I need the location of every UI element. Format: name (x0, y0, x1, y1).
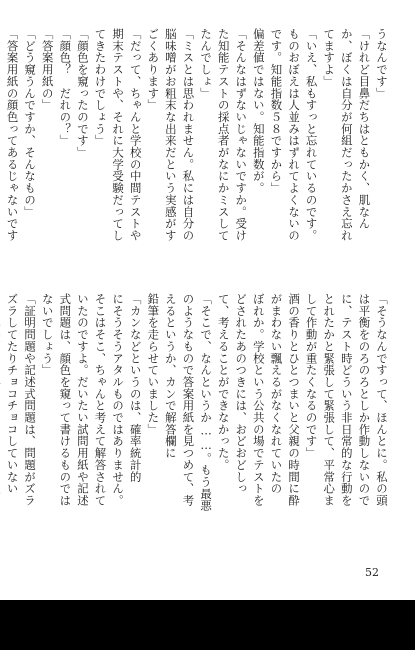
top-text-line (0, 28, 1, 256)
page-number: 52 (365, 566, 379, 579)
top-text-line: ものおぼえは人並みはずれてよくないの (287, 28, 302, 242)
top-text-line: てますよ」 (322, 28, 337, 88)
bottom-text-line: 「そうなんですって、ほんとに。私の頭 (375, 293, 389, 507)
top-text-line: 偏差値ではない。知能指数が。 (251, 28, 266, 194)
bottom-text-line: のようなもので答案用紙を見つめて、考 (181, 293, 196, 507)
bottom-text-line: は平衡をのろのろとしか作動しないので (357, 293, 372, 507)
top-text-line: 「けれど目鼻だちはともかく、肌なん (357, 28, 372, 230)
top-text-line: 脳味噌がお粗末な出来だという実感がす (163, 28, 178, 242)
bottom-text-line: とれたかと緊張して緊張して、平常心ま (322, 293, 337, 507)
bottom-text-line: がまわない飄えるがなくなれていたの (269, 293, 284, 495)
bottom-text-line: 式問題は、顔色を窺って書けるものでは (58, 293, 73, 507)
bottom-text-line: 「証明問題や記述式問題は、問題がズラ (23, 293, 38, 507)
bottom-text-line: ぼれか。学校という公共の場でテストを (251, 293, 266, 507)
top-text-line: ごくあります」 (146, 28, 161, 111)
top-text-line: 「どう窺うんですか、そんなもの」 (23, 28, 38, 218)
top-text-line: 「いえ、私もすっと忘れているのです。 (304, 28, 319, 242)
top-text-block (5, 28, 389, 256)
bottom-text-block (5, 293, 389, 521)
bottom-text-line: 「カンなどというのは、確率統計的 (128, 293, 143, 483)
top-text-line: か、ぼくは自分が何組だったかさえ忘れ (339, 28, 354, 242)
bottom-text-line: ないでしょう」 (40, 293, 55, 376)
bottom-text-line: いたのですよ。だいたい試問用紙や記述 (75, 293, 90, 507)
top-text-line: 「だって、ちゃんと学校の中間テストや (128, 28, 143, 242)
bottom-text-line: 「そこで、なんというか……。もう最悪 (199, 293, 214, 512)
bottom-text-line: て、考えることができなかった。 (216, 293, 231, 471)
top-text-line: たんでしょ」 (199, 28, 214, 100)
top-text-line: 「ミスとは思われません。私には自分の (181, 28, 196, 242)
top-text-line: 「顔色を窺ったのです」 (75, 28, 90, 159)
bottom-text-line: どされたあのつきには、おどおどしっ (234, 293, 249, 495)
bottom-text-line: して作動が重たくなるのです」 (304, 293, 319, 459)
top-text-line: 「顔色？ だれの？」 (58, 28, 73, 147)
bottom-text-line (0, 293, 1, 521)
bottom-text-line: 鉛筆を走らせていました」 (146, 293, 161, 436)
top-text-line: 「答案用紙の顔色ってあるじゃないです (5, 28, 20, 242)
bottom-text-line: にそうそうアタルものではありません。 (111, 293, 126, 507)
top-text-line: てきたわけでしょう」 (93, 28, 108, 147)
top-text-line: 期末テストや、それに大学受験だってし (111, 28, 126, 242)
bottom-text-line: に、テスト時どういう非日常的な行動を (339, 293, 354, 507)
top-text-line: です。知能指数５８ですから」 (269, 28, 284, 194)
bottom-text-line: そこはそこ、ちゃんと考えて解答されて (93, 293, 108, 507)
bottom-text-line: ズラしてたりチョコチョコしていない (5, 293, 20, 495)
black-bottom-bar (0, 600, 415, 650)
bottom-text-line: えるというか、カンで解答欄に (163, 293, 178, 459)
top-text-line: うなんです」 (375, 28, 389, 100)
top-text-line: た知能テストの採点者がなにかミスして (216, 28, 231, 242)
top-text-line: 「答案用紙の」 (40, 28, 55, 111)
bottom-text-line: 酒の香りとひとつまいと父親の時間に酔 (287, 293, 302, 507)
top-text-line: 「そんなはずないじゃないですか。受け (234, 28, 249, 242)
